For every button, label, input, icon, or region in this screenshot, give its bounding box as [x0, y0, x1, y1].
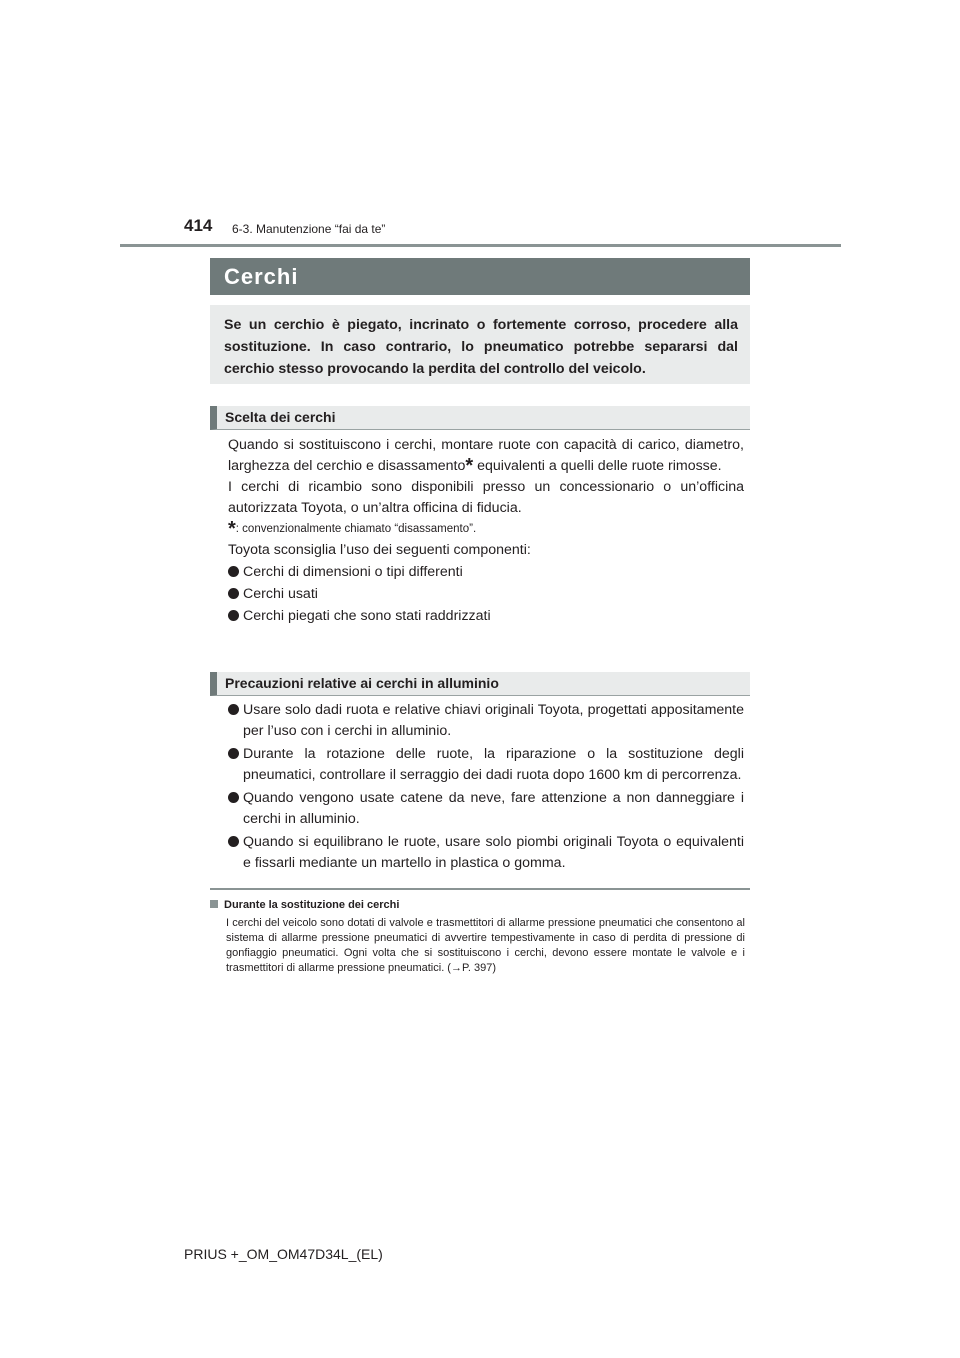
paragraph-replacement [228, 435, 744, 477]
list-item-text: Cerchi di dimensioni o tipi differenti [243, 564, 463, 580]
footnote-text: : convenzionalmente chiamato “disassamento”. [235, 523, 477, 535]
list-item-text: Quando si equilibrano le ruote, usare solo piombi originali Toyota o equivalenti e fissarli mediante un martello in plastica o gomma. [243, 834, 744, 871]
chapter-section-label: 6-3. Manutenzione “fai da te” [232, 222, 386, 236]
bullet-list [228, 700, 744, 874]
paragraph-intro: Toyota sconsiglia l’uso dei seguenti componenti: [228, 542, 531, 558]
note-title [210, 898, 745, 913]
list-item [228, 606, 744, 627]
page-title: Cerchi [210, 258, 750, 295]
summary-text: Se un cerchio è piegato, incrinato o fortemente corroso, procedere alla sostituzione. In caso contrario, lo pneumatico potrebbe separarsi dal cerchio stesso provocando la perdita del controllo del veicolo. [224, 317, 738, 377]
list-item-text: Cerchi piegati che sono stati raddrizzati [243, 608, 491, 624]
paragraph-text: equivalenti a quelli delle ruote rimosse. [473, 458, 722, 474]
note-body: I cerchi del veicolo sono dotati di valvole e trasmettitori di allarme pressione pneumatici che consentono al sistema di allarme pressione pneumatici di avvertire tempestivamente in caso di perdita di pressione di gonfiaggio pneumatici. Ogni volta che si sostituiscono i cerchi, devono essere montate le valvole e i trasmettitori di allarme pressione pneumatici. (→P. 397) [226, 917, 745, 974]
paragraph-spare-wheels: I cerchi di ricambio sono disponibili presso un concessionario o un’officina autorizzata Toyota, o un’altra officina di fiducia. [228, 479, 744, 516]
bullet-icon [228, 836, 239, 847]
bullet-icon [228, 704, 239, 715]
list-item-text: Cerchi usati [243, 586, 318, 602]
list-item-text: Usare solo dadi ruota e relative chiavi originali Toyota, progettati appositamente per l’uso con i cerchi in alluminio. [243, 702, 744, 739]
subheading-alloy-precautions [210, 672, 750, 696]
document-code: PRIUS +_OM_OM47D34L_(EL) [184, 1246, 383, 1262]
list-item [228, 584, 744, 605]
list-item [228, 562, 744, 583]
bullet-icon [228, 792, 239, 803]
footnote [228, 519, 744, 540]
note-block [210, 898, 745, 976]
square-bullet-icon [210, 900, 218, 908]
asterisk-marker: * [465, 455, 474, 477]
header-divider [120, 244, 841, 247]
summary-box [210, 305, 750, 384]
list-item-text: Quando vengono usate catene da neve, fare attenzione a non danneggiare i cerchi in alluminio. [243, 790, 744, 827]
asterisk-marker: * [228, 518, 236, 540]
subheading-text: Precauzioni relative ai cerchi in alluminio [225, 675, 499, 691]
subheading-wheel-selection [210, 406, 750, 430]
wheel-selection-content [228, 435, 744, 627]
list-item [228, 832, 744, 874]
list-item-text: Durante la rotazione delle ruote, la riparazione o la sostituzione degli pneumatici, controllare il serraggio dei dadi ruota dopo 1600 km di percorrenza. [243, 746, 744, 783]
bullet-icon [228, 566, 239, 577]
list-item [228, 788, 744, 830]
bullet-icon [228, 610, 239, 621]
bullet-list [228, 562, 744, 627]
list-item [228, 744, 744, 786]
bullet-icon [228, 588, 239, 599]
note-title-text: Durante la sostituzione dei cerchi [224, 899, 400, 911]
subheading-text: Scelta dei cerchi [225, 409, 336, 425]
notes-divider [210, 888, 750, 890]
paragraph-text: Quando si sostituiscono i cerchi, montare ruote con capacità di carico, diametro, larghezza del cerchio e disassamento [228, 437, 744, 474]
bullet-icon [228, 748, 239, 759]
alloy-precautions-content [228, 700, 744, 876]
list-item [228, 700, 744, 742]
page-number: 414 [184, 216, 213, 235]
